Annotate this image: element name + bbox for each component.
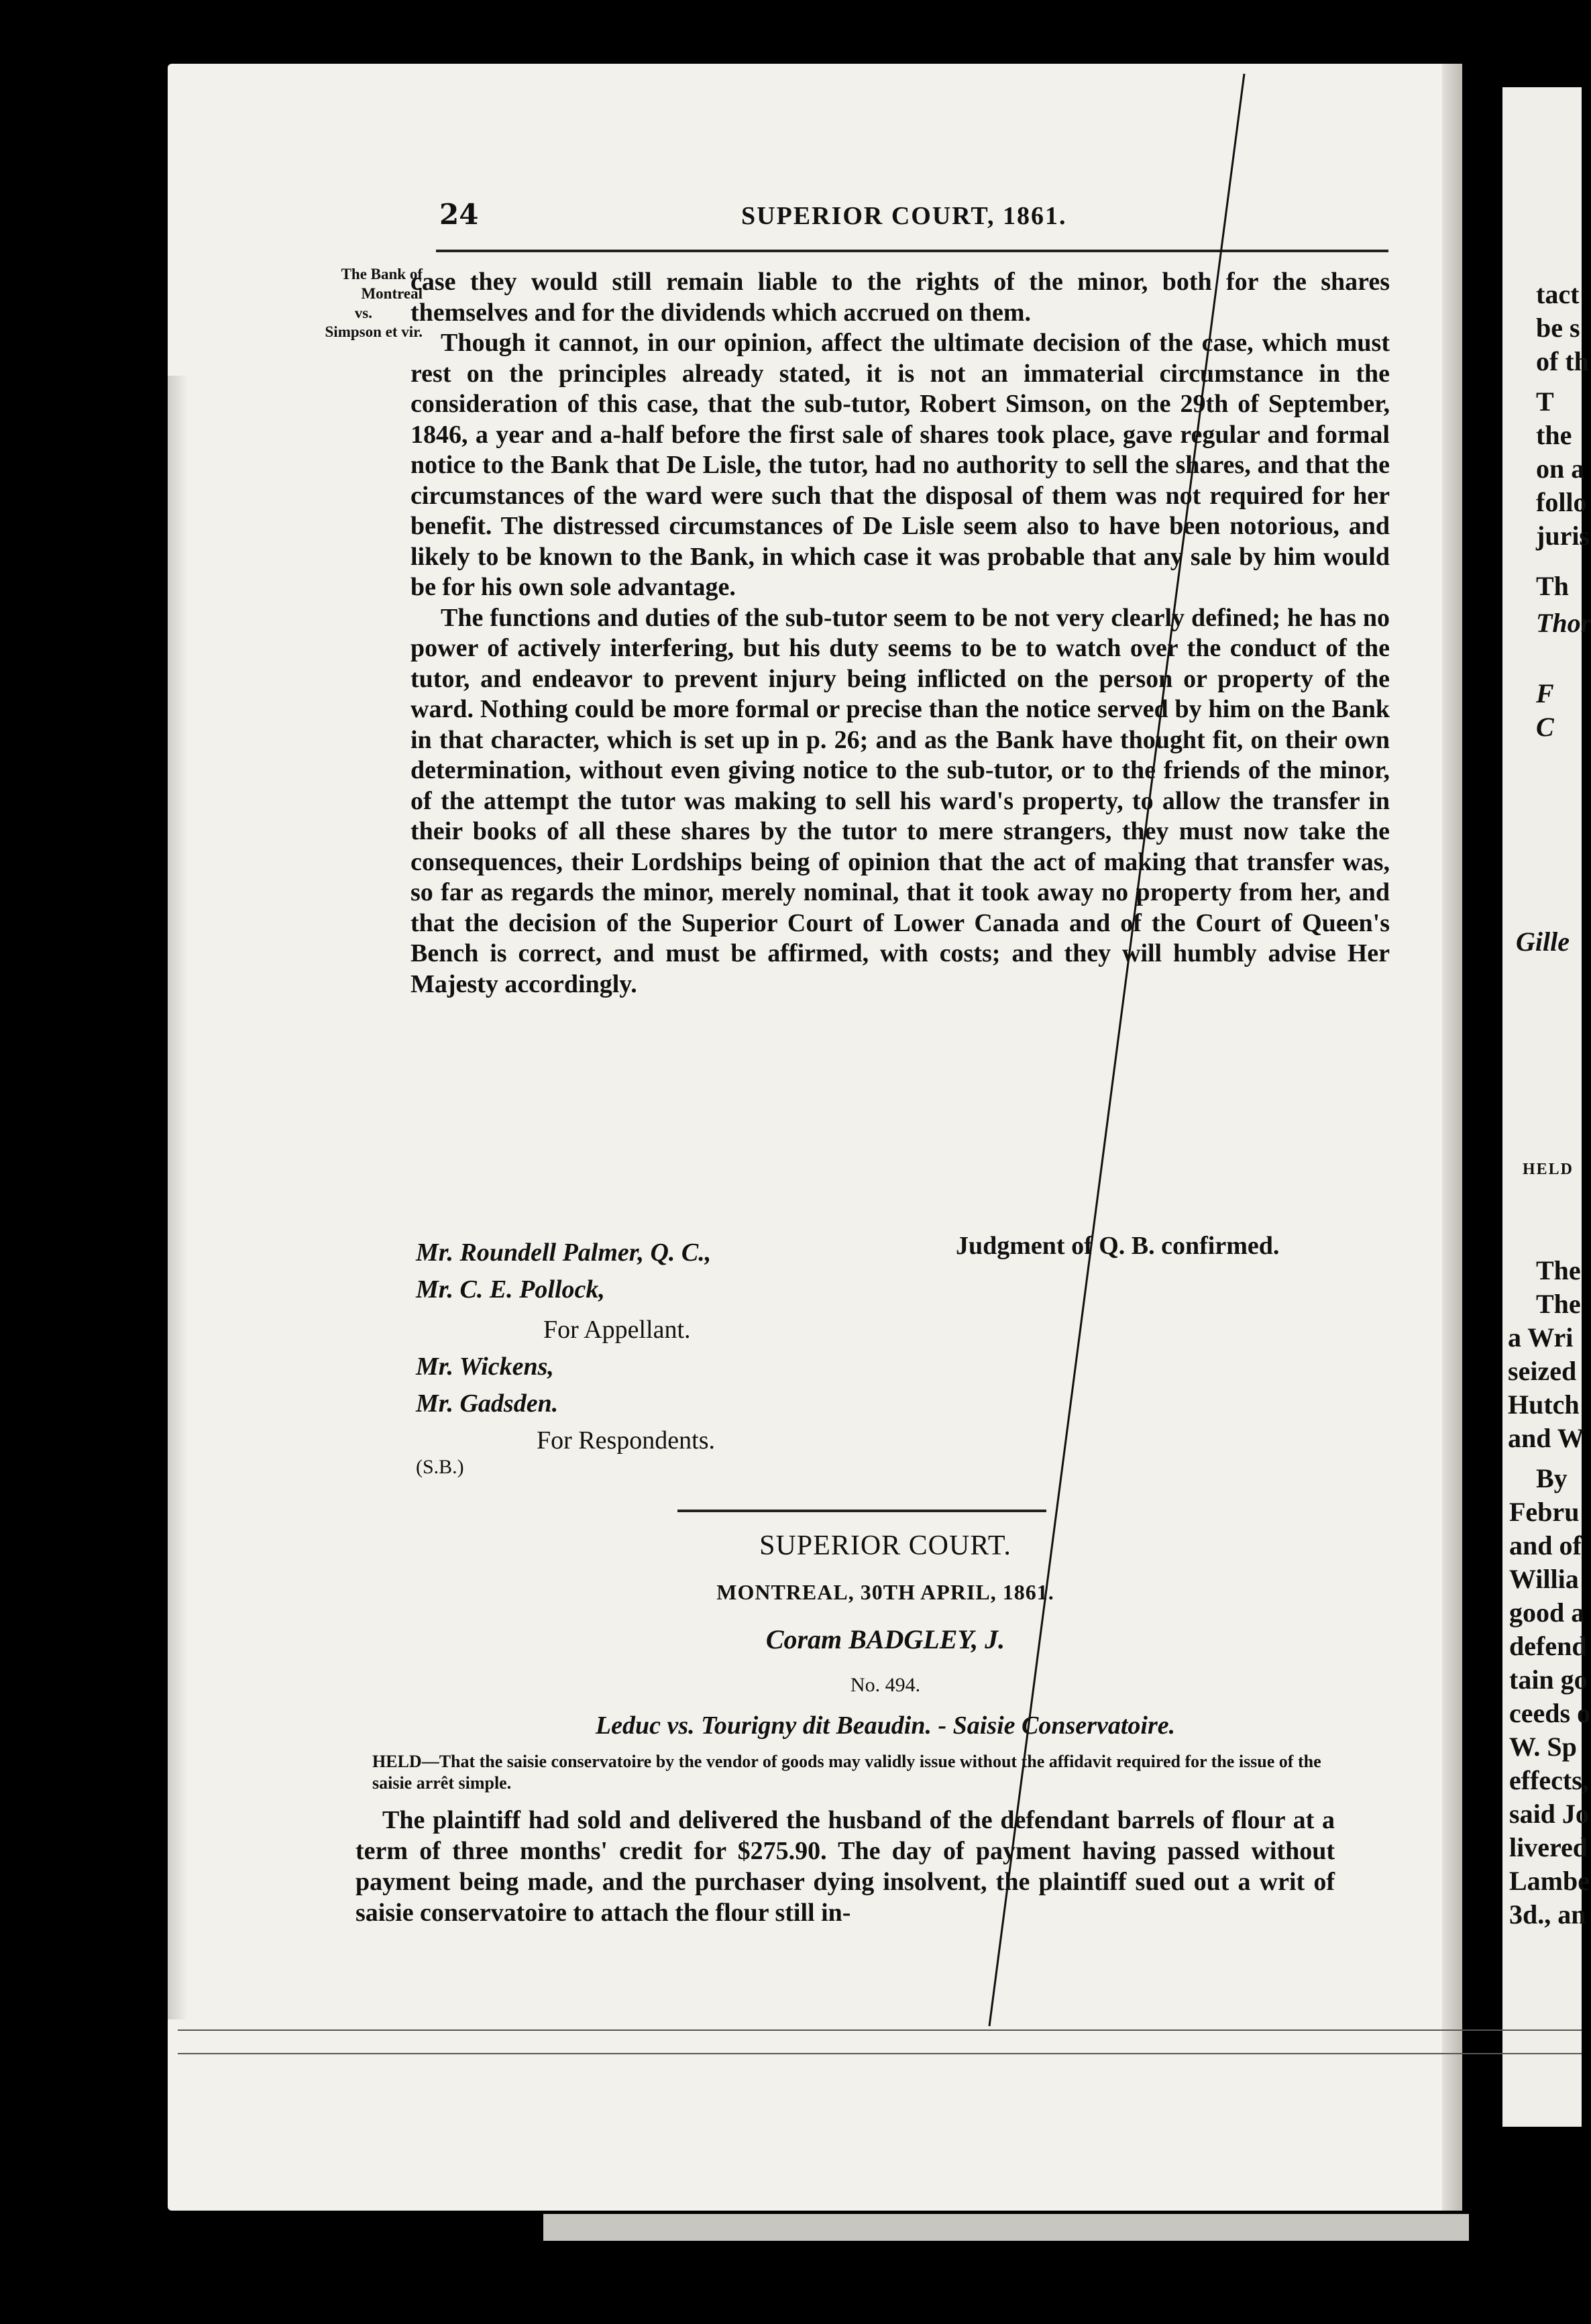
- reporter-initials: (S.B.): [416, 1456, 464, 1478]
- adjacent-text: 3d., an: [1509, 1899, 1586, 1930]
- adjacent-text: on a: [1536, 454, 1585, 484]
- sidenote-line: Simpson et vir.: [325, 323, 423, 341]
- adjacent-text: and of: [1509, 1530, 1582, 1561]
- counsel-name: Mr. Gadsden.: [416, 1389, 559, 1418]
- counsel-name: Mr. Wickens,: [416, 1353, 554, 1381]
- adjacent-text: of th: [1536, 346, 1589, 376]
- coram-line: Coram BADGLEY, J.: [765, 1624, 1005, 1654]
- running-head: SUPERIOR COURT, 1861.: [741, 202, 1067, 230]
- page-number: 24: [439, 198, 479, 231]
- adjacent-text: Lambe: [1509, 1866, 1590, 1896]
- paragraph: case they would still remain liable to the rights of the minor, both for the shares themselves and for the dividends which accrued on them.: [410, 268, 1390, 327]
- adjacent-text: The: [1536, 1255, 1581, 1285]
- adjacent-text: T: [1536, 386, 1554, 417]
- adjacent-text: effects,: [1509, 1765, 1589, 1795]
- adjacent-text: said Jo: [1509, 1799, 1589, 1829]
- adjacent-text: tain go: [1509, 1665, 1588, 1695]
- adjacent-text: Th: [1536, 571, 1569, 601]
- adjacent-text: be s: [1536, 313, 1580, 343]
- adjacent-text: F: [1536, 678, 1554, 708]
- counsel-role: For Respondents.: [537, 1426, 715, 1455]
- sidenote-line: Montreal: [361, 284, 423, 302]
- adjacent-text: C: [1536, 712, 1554, 742]
- adjacent-text: good a: [1509, 1597, 1585, 1628]
- court-title: SUPERIOR COURT.: [759, 1530, 1011, 1561]
- adjacent-text: Hutch: [1508, 1389, 1580, 1420]
- adjacent-text: and W: [1508, 1423, 1584, 1453]
- counsel-name: Mr. C. E. Pollock,: [416, 1275, 605, 1304]
- paragraph: The plaintiff had sold and delivered the husband of the defendant barrels of flour at a term of three months' credit for $275.90. The day of payment having passed without payment being made, and the purchaser dying insolvent, the plaintiff sued out a writ of saisie conservatoire to attach the flour still in-: [355, 1806, 1335, 1927]
- adjacent-text: a Wri: [1508, 1322, 1574, 1353]
- adjacent-text: tact: [1536, 279, 1580, 309]
- counsel-role: For Appellant.: [543, 1316, 691, 1344]
- case-dateline: MONTREAL, 30TH APRIL, 1861.: [716, 1580, 1054, 1604]
- held-label: HELD: [372, 1752, 422, 1771]
- adjacent-text: Willia: [1509, 1564, 1579, 1594]
- sidenote-line: vs.: [354, 304, 372, 321]
- adjacent-text: juris: [1536, 521, 1590, 551]
- paragraph: The functions and duties of the sub-tutor seem to be not very clearly defined; he has no power of actively interfering, but his duty seems to be to watch over the conduct of the tutor, and endeavor to prevent injury being inflicted on the person or property of the ward. Nothing could be more formal or precise than the notice served by him on the Bank in that character, which is set up in p. 26; and as the Bank have thought fit, on their own determination, without even giving notice to the sub-tutor, or to the friends of the minor, of the attempt the tutor was making to sell his ward's property, to allow the transfer in their books of all these shares by the tutor to mere strangers, they must now take the consequences, their Lordships being of opinion that the act of making that transfer was, so far as regards the minor, merely nominal, that it took away no property from her, and that the decision of the Superior Court of Lower Canada and of the Court of Queen's Bench is correct, and must be affirmed, with costs; and they will humbly advise Her Majesty accordingly.: [410, 603, 1390, 998]
- adjacent-text: livered: [1509, 1832, 1588, 1862]
- adjacent-text: seized: [1508, 1356, 1577, 1386]
- adjacent-text: Thor: [1536, 608, 1591, 638]
- adjacent-text: ceeds o: [1509, 1698, 1591, 1728]
- adjacent-text: By: [1536, 1463, 1568, 1493]
- adjacent-text: the: [1536, 420, 1572, 450]
- adjacent-text: follo: [1536, 487, 1587, 517]
- sidenote-line: The Bank of: [341, 266, 423, 282]
- held-text: —That the saisie conservatoire by the vendor of goods may validly issue without the affidavit required for the issue of the saisie arrêt simple.: [372, 1752, 1321, 1793]
- judgment-line: Judgment of Q. B. confirmed.: [956, 1232, 1280, 1260]
- adjacent-text: Gille: [1516, 927, 1570, 957]
- adjacent-text: HELD: [1523, 1161, 1574, 1178]
- adjacent-text: defend: [1509, 1631, 1587, 1661]
- paragraph: Though it cannot, in our opinion, affect the ultimate decision of the case, which must rest on the principles already stated, it is not an immaterial circumstance in the consideration of this case, that the sub-tutor, Robert Simson, on the 29th of September, 1846, a year and a-half before the first sale of shares took place, gave regular and formal notice to the Bank that De Lisle, the tutor, had no authority to sell the shares, and that the circumstances of the ward were such that the disposal of them was not required for her benefit. The distressed circumstances of De Lisle seem also to have been notorious, and likely to be known to the Bank, in which case it was probable that any sale by him would be for his own sole advantage.: [410, 329, 1390, 601]
- adjacent-text: The: [1536, 1289, 1581, 1319]
- counsel-name: Mr. Roundell Palmer, Q. C.,: [416, 1238, 712, 1267]
- adjacent-text: W. Sp: [1509, 1732, 1577, 1762]
- scan-crease-line: [989, 74, 1244, 2026]
- case-number: No. 494.: [850, 1674, 921, 1696]
- case-title: Leduc vs. Tourigny dit Beaudin. - Saisie Conservatoire.: [595, 1711, 1176, 1740]
- adjacent-text: Febru: [1509, 1497, 1580, 1527]
